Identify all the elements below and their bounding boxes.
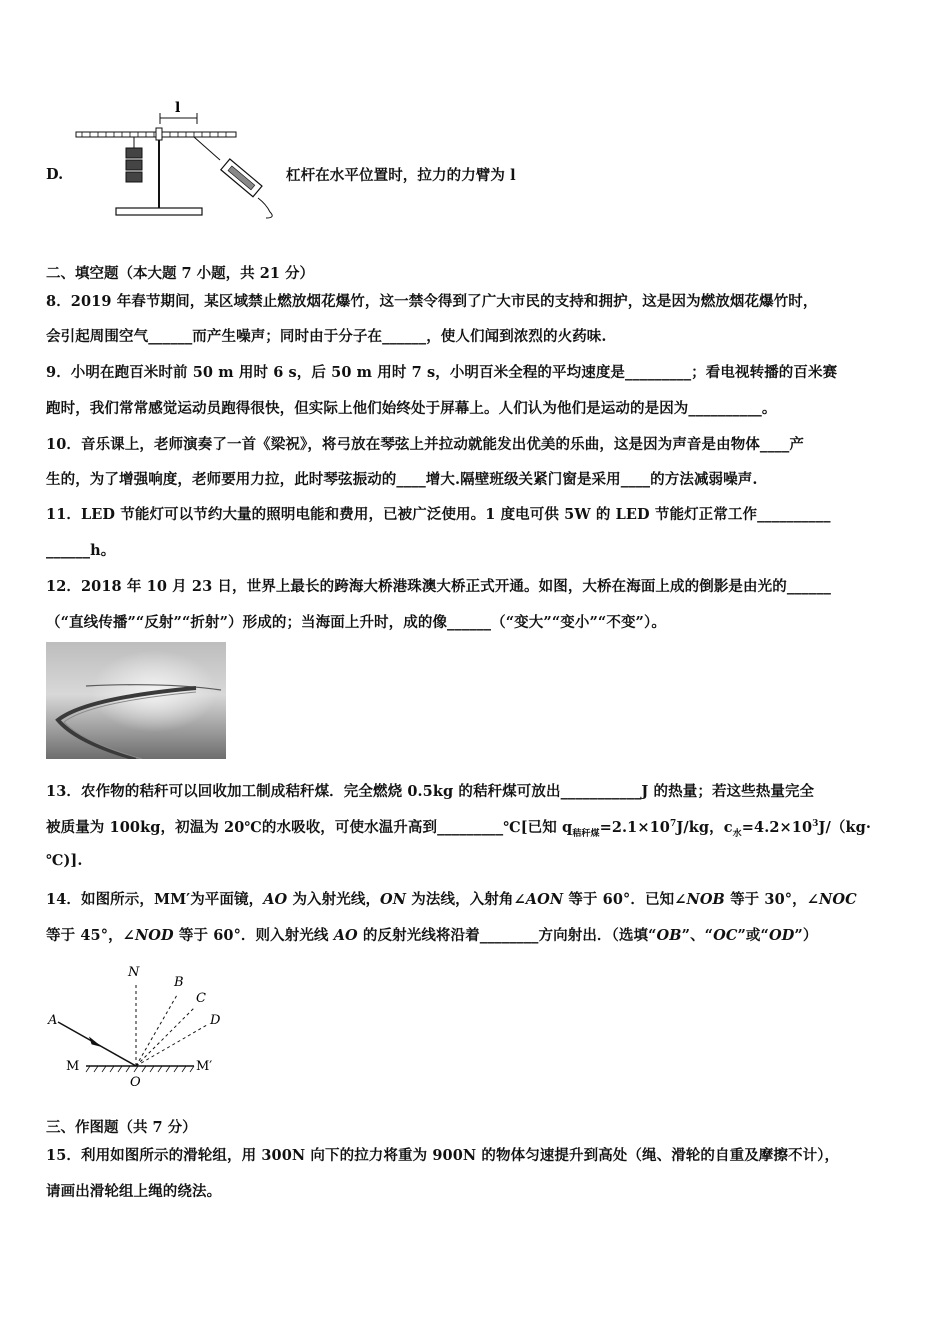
q14-l2c: 等于 60°．则入射光线 [173,927,334,944]
bridge-photo [46,642,226,759]
q14-line2 [46,924,817,945]
q8-line2: 会引起周围空气______而产生噪声；同时由于分子在______，使人们闻到浓烈的火药味. [46,328,607,345]
mirror-diagram [46,962,246,1094]
label-C: C [196,991,206,1006]
q14-l1d: ON [380,891,407,908]
q14-l1a: 14．如图所示，MM′为平面镜， [46,891,264,908]
lever-dim-label: l [175,100,181,116]
q14-l1h: NOB [686,891,725,908]
q9-line2: 跑时，我们常常感觉运动员跑得很快，但实际上他们始终处于屏幕上。人们认为他们是运动的是因为__________。 [46,400,777,417]
q13-line2 [46,816,871,839]
q14-l2g: ”、“ [681,927,714,944]
q14-l1g: 等于 60°．已知∠ [563,891,687,908]
q14-l2a: 等于 45°，∠ [46,927,135,944]
q13-sup-3: 3 [812,819,819,830]
q14-l2f: OB [656,927,682,944]
q10-line2: 生的，为了增强响度，老师要用力拉，此时琴弦振动的____增大.隔壁班级关紧门窗是采用____的方法减弱噪声. [46,471,758,488]
q14-l1i: 等于 30°，∠ [724,891,819,908]
lever-figure [70,98,285,220]
q10-line1: 10．音乐课上，老师演奏了一首《梁祝》，将弓放在琴弦上并拉动就能发出优美的乐曲，这是因为声音是由物体____产 [46,436,804,453]
q14-l1b: AO [263,891,288,908]
q9-line1: 9．小明在跑百米时前 50 m 用时 6 s，后 50 m 用时 7 s，小明百米全程的平均速度是_________；看电视转播的百米赛 [46,364,838,381]
q14-l1e: 为法线，入射角∠ [406,891,526,908]
q14-l2j: OD [768,927,795,944]
label-A: A [48,1013,58,1028]
q14-l2e: 的反射光线将沿着________方向射出．（选填“ [357,927,657,944]
q13-text-d: =4.2×10 [741,819,813,836]
q14-l2h: OC [713,927,738,944]
q13-text-a: 被质量为 100kg，初温为 20℃的水吸收，可使水温升高到_________℃[已知 q [46,819,573,836]
option-d-label: D. [46,166,64,183]
q13-text-e: J/（kg· [818,819,872,836]
q14-l2b: NOD [134,927,174,944]
q14-l1j: NOC [819,891,857,908]
label-O: O [130,1075,141,1090]
q15-line1: 15．利用如图所示的滑轮组，用 300N 向下的拉力将重为 900N 的物体匀速提升到高处（绳、滑轮的自重及摩擦不计）， [46,1147,840,1164]
label-N: N [128,965,140,980]
q13-sup-7: 7 [670,819,677,830]
q12-line1: 12．2018 年 10 月 23 日，世界上最长的跨海大桥港珠澳大桥正式开通。如图，大桥在海面上成的倒影是由光的______ [46,578,831,595]
q13-sub-water: 水 [732,828,742,839]
section-3-heading: 三、作图题（共 7 分） [46,1119,197,1136]
section-2-heading: 二、填空题（本大题 7 小题，共 21 分） [46,265,314,282]
q14-l2k: ”） [794,927,818,944]
q13-text-c: J/kg，c [676,819,733,836]
q13-line3: ℃)]. [46,852,83,869]
label-Mprime: M′ [196,1059,213,1074]
label-D: D [210,1013,221,1028]
q13-text-b: =2.1×10 [599,819,670,836]
q14-l2d: AO [333,927,358,944]
q14-line1 [46,888,857,909]
option-d-caption: 杠杆在水平位置时，拉力的力臂为 l [286,167,516,184]
q11-line1: 11．LED 节能灯可以节约大量的照明电能和费用，已被广泛使用。1 度电可供 5W 的 LED 节能灯正常工作__________ [46,506,831,523]
q11-line2: ______h。 [46,542,116,559]
q14-l1f: AON [525,891,564,908]
q13-sub-straw: 秸秆煤 [572,828,600,839]
q14-l1c: 为入射光线， [287,891,381,908]
q12-line2: （“直线传播”“反射”“折射”）形成的；当海面上升时，成的像______（“变大”“变小”“不变”）。 [46,614,666,631]
label-B: B [174,975,184,990]
q14-l2i: ”或“ [737,927,769,944]
q15-line2: 请画出滑轮组上绳的绕法。 [46,1183,222,1200]
label-M: M [66,1059,80,1074]
q13-line1: 13．农作物的秸秆可以回收加工制成秸秆煤．完全燃烧 0.5kg 的秸秆煤可放出___________J 的热量；若这些热量完全 [46,783,815,800]
q8-line1: 8．2019 年春节期间，某区域禁止燃放烟花爆竹，这一禁令得到了广大市民的支持和拥护，这是因为燃放烟花爆竹时， [46,293,818,310]
